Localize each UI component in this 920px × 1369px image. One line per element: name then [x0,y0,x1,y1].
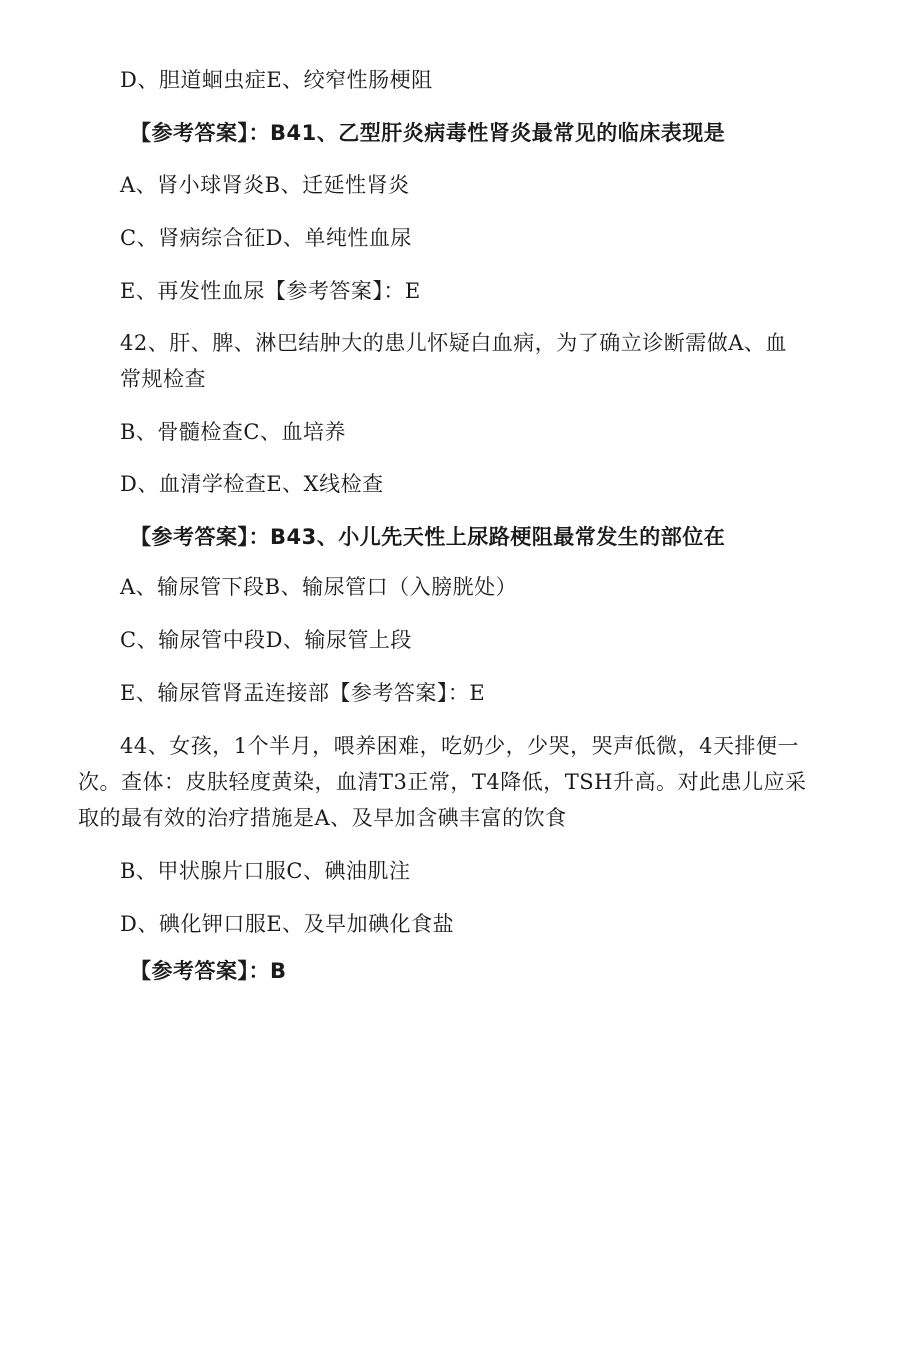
option-line-a-b: A、肾小球肾炎B、迁延性肾炎 [120,173,410,197]
question-44-line-3: 取的最有效的治疗措施是A、及早加含碘丰富的饮食 [78,806,567,830]
option-line-e-answer-2: E、输尿管肾盂连接部【参考答案】：E [120,681,486,705]
option-line-a-b-2: A、输尿管下段B、输尿管口（入膀胱处） [120,575,518,599]
question-42-line-2: 常规检查 [120,367,206,391]
option-line-b-c-2: B、甲状腺片口服C、碘油肌注 [120,859,411,883]
option-line-c-d-2: C、输尿管中段D、输尿管上段 [120,628,412,652]
option-line-d-e: D、胆道蛔虫症E、绞窄性肠梗阻 [120,68,433,92]
option-line-b-c: B、骨髓检查C、血培养 [120,420,346,444]
question-44-line-2: 次。查体：皮肤轻度黄染，血清T3正常，T4降低，TSH升高。对此患儿应采 [78,770,807,794]
option-line-c-d: C、肾病综合征D、单纯性血尿 [120,226,412,250]
question-44-line-1: 44、女孩，1个半月，喂养困难，吃奶少，少哭，哭声低微，4天排便一 [120,734,799,758]
question-42-line-1: 42、肝、脾、淋巴结肿大的患儿怀疑白血病，为了确立诊断需做A、血 [120,331,787,355]
answer-44: 【参考答案】：B [130,959,287,983]
answer-and-question-43: 【参考答案】：B43、小儿先天性上尿路梗阻最常发生的部位在 [130,525,726,549]
option-line-d-e-2: D、血清学检查E、X线检查 [120,472,384,496]
option-line-d-e-3: D、碘化钾口服E、及早加碘化食盐 [120,912,455,936]
option-line-e-answer: E、再发性血尿【参考答案】：E [120,279,421,303]
answer-and-question-41: 【参考答案】：B41、乙型肝炎病毒性肾炎最常见的临床表现是 [130,121,726,145]
